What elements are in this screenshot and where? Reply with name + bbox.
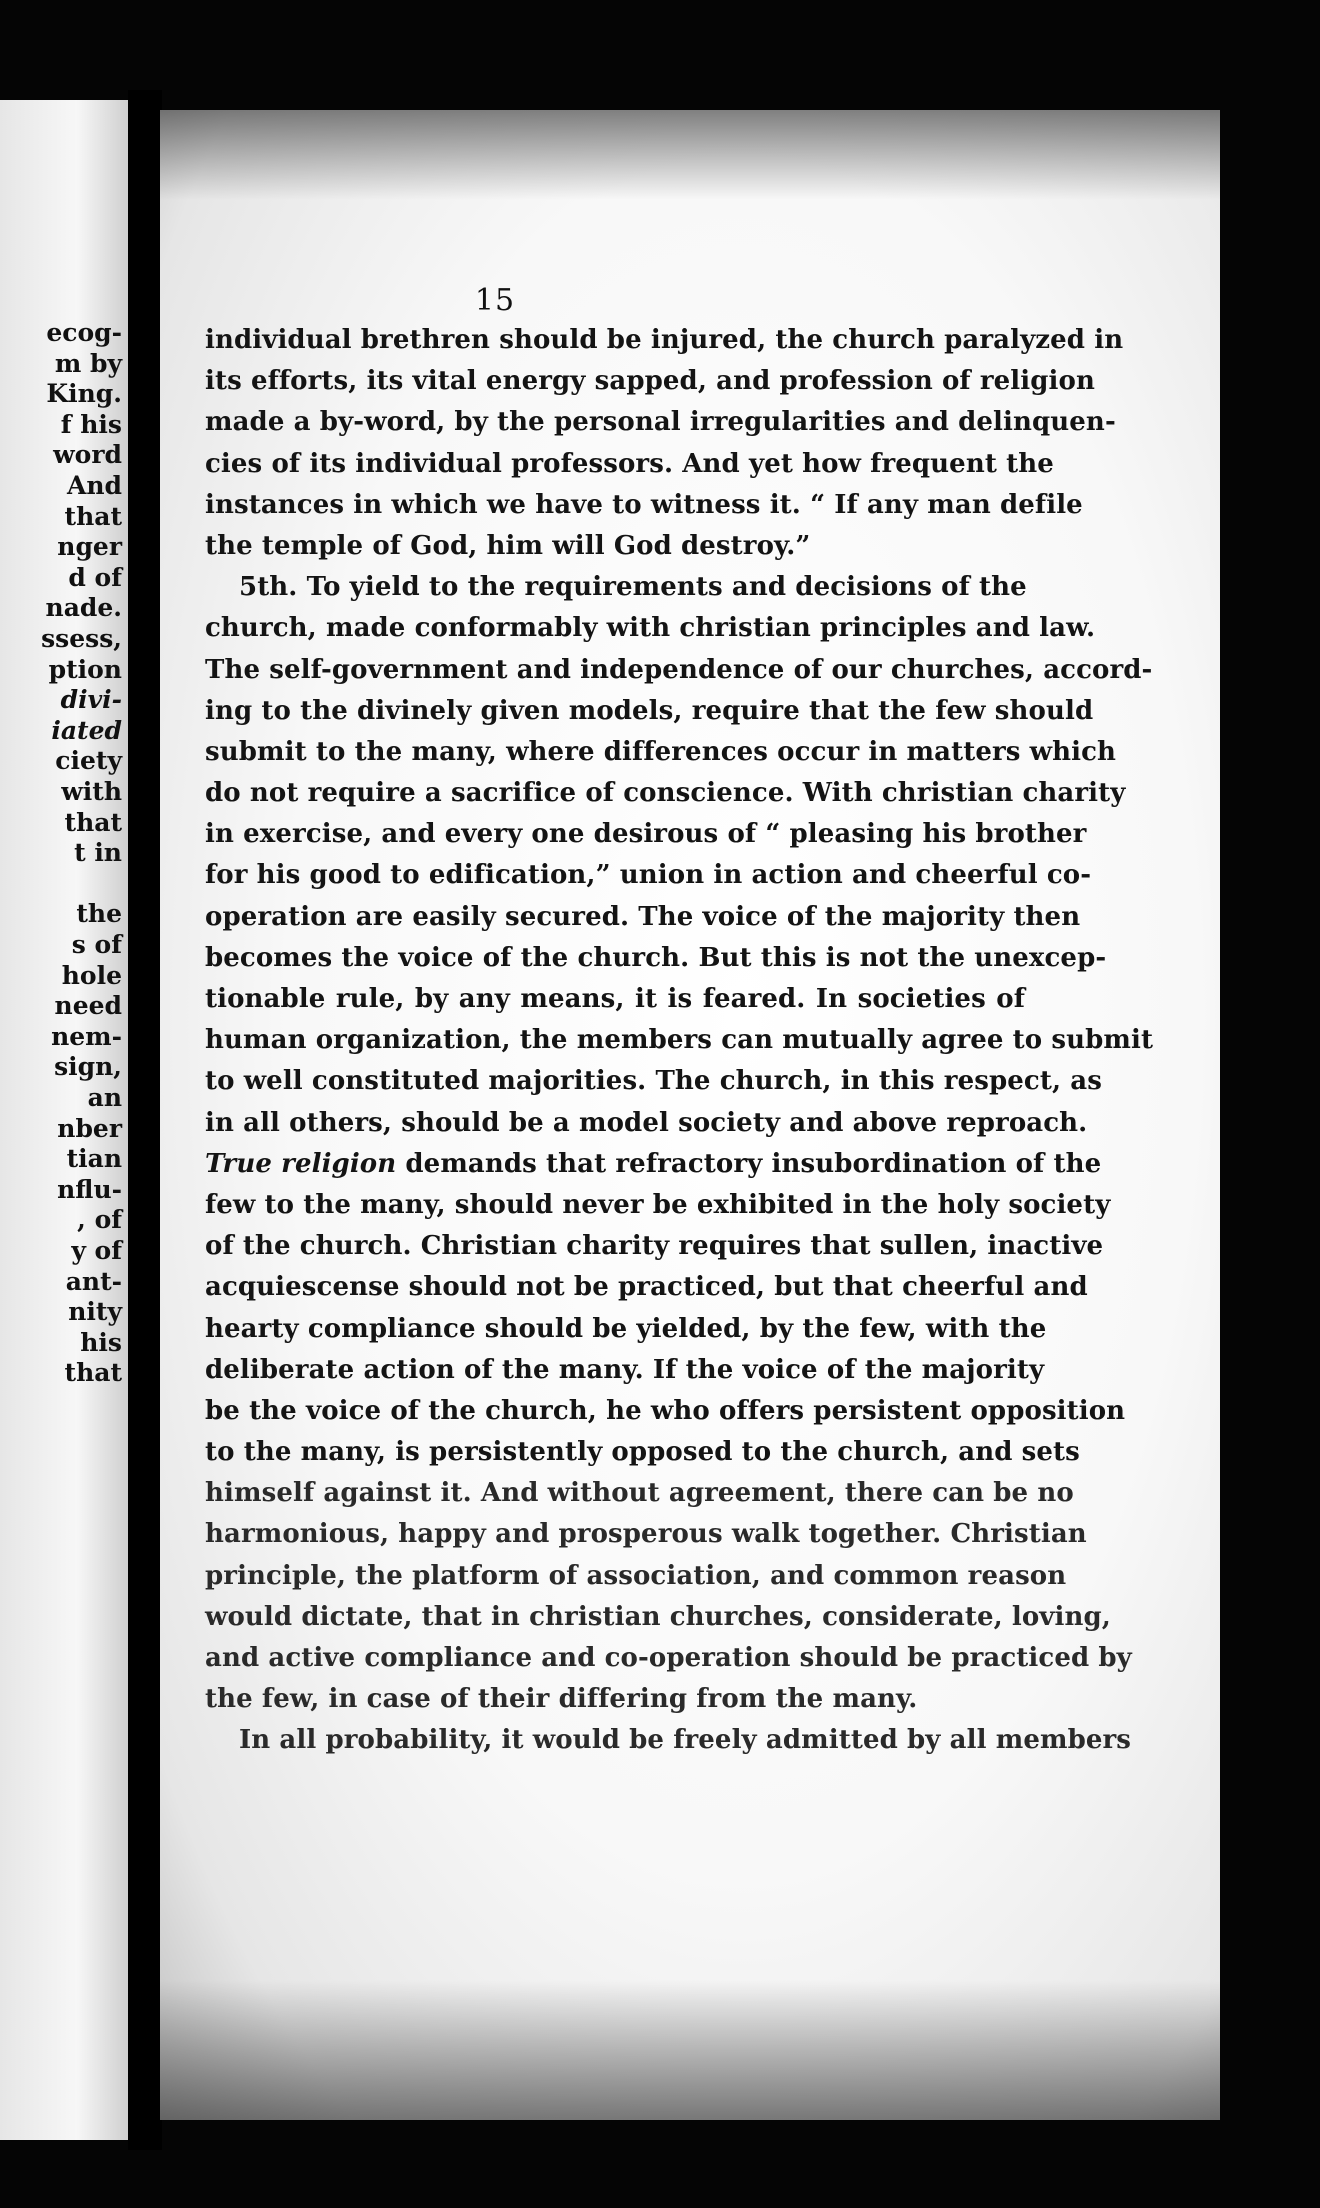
body-text-line: tionable rule, by any means, it is feared. In societies of bbox=[205, 984, 1025, 1014]
left-page-fragment: hole bbox=[61, 960, 122, 990]
left-page-fragment: tian bbox=[66, 1144, 122, 1174]
body-text-line: in exercise, and every one desirous of “ pleasing his brother bbox=[205, 819, 1087, 850]
body-text-line: The self-government and independence of our churches, accord- bbox=[205, 654, 1153, 685]
body-text-line: church, made conformably with christian principles and law. bbox=[205, 613, 1096, 644]
left-page-fragment: nber bbox=[57, 1113, 122, 1143]
line-remainder: demands that refractory insubordination of the bbox=[396, 1148, 1102, 1179]
body-text-line: for his good to edification,” union in action and cheerful co- bbox=[205, 860, 1092, 891]
left-page-fragment: nade. bbox=[45, 593, 122, 623]
left-page-fragment: his bbox=[80, 1327, 122, 1357]
left-page-fragment: nflu- bbox=[57, 1174, 122, 1204]
body-text-line: acquiescense should not be practiced, but that cheerful and bbox=[205, 1272, 1088, 1303]
left-page-fragment: t in bbox=[74, 838, 122, 868]
body-text-line: its efforts, its vital energy sapped, and profession of religion bbox=[205, 366, 1095, 397]
page-bottom-shadow bbox=[160, 1980, 1220, 2120]
body-text-line: deliberate action of the many. If the voice of the majority bbox=[205, 1354, 1045, 1385]
body-text-line: to the many, is persistently opposed to the church, and sets bbox=[205, 1437, 1080, 1468]
page-top-shadow bbox=[160, 110, 1220, 200]
body-text-line: In all probability, it would be freely admitted by all members bbox=[239, 1725, 1132, 1756]
page-number: 15 bbox=[474, 283, 516, 318]
body-text-line: becomes the voice of the church. But this is not the unexcep- bbox=[205, 942, 1107, 973]
body-text-line: human organization, the members can mutually agree to submit bbox=[205, 1025, 1154, 1056]
body-text-line: himself against it. And without agreement, there can be no bbox=[205, 1478, 1074, 1509]
body-text-line: to well constituted majorities. The church, in this respect, as bbox=[205, 1066, 1102, 1097]
left-page-fragment: sign, bbox=[54, 1052, 122, 1082]
body-text-line: would dictate, that in christian churches, considerate, loving, bbox=[205, 1601, 1111, 1632]
left-page-fragment: ant- bbox=[65, 1266, 122, 1296]
body-text-line: operation are easily secured. The voice of the majority then bbox=[205, 901, 1081, 932]
book-gutter bbox=[128, 90, 162, 2150]
left-page-fragment: with bbox=[61, 777, 122, 806]
left-page-fragment: m by bbox=[54, 348, 122, 378]
body-text-line: individual brethren should be injured, the church paralyzed in bbox=[205, 325, 1124, 355]
body-text-line: be the voice of the church, he who offers persistent opposition bbox=[205, 1395, 1126, 1426]
body-text-line: submit to the many, where differences occur in matters which bbox=[205, 736, 1117, 767]
left-page-fragment: need bbox=[54, 991, 122, 1021]
body-text-line: made a by-word, by the personal irregularities and delinquen- bbox=[205, 407, 1116, 438]
left-page-fragment: King. bbox=[46, 379, 122, 409]
body-text-line: hearty compliance should be yielded, by the few, with the bbox=[205, 1313, 1047, 1344]
left-page-fragment: d of bbox=[68, 562, 122, 592]
italic-phrase: True religion bbox=[205, 1148, 397, 1179]
body-text-line: few to the many, should never be exhibited in the holy society bbox=[205, 1189, 1111, 1220]
body-text-line bbox=[205, 1144, 1102, 1185]
left-page-fragment: that bbox=[64, 1358, 122, 1388]
body-text-line: cies of its individual professors. And yet how frequent the bbox=[205, 448, 1054, 479]
left-page-fragment: nger bbox=[57, 532, 122, 562]
body-text-line: principle, the platform of association, and common reason bbox=[205, 1560, 1067, 1591]
previous-page-edge bbox=[0, 100, 128, 2140]
left-page-fragment: y of bbox=[71, 1236, 122, 1265]
body-text-line: the few, in case of their differing from the many. bbox=[205, 1684, 918, 1715]
left-page-fragment: ecog- bbox=[46, 318, 122, 347]
body-text-line: the temple of God, him will God destroy.” bbox=[205, 530, 811, 561]
left-page-fragment: that bbox=[64, 501, 122, 531]
left-page-fragment: divi- bbox=[60, 685, 122, 715]
body-text-line: of the church. Christian charity requires that sullen, inactive bbox=[205, 1231, 1104, 1262]
left-page-fragment: iated bbox=[51, 715, 122, 745]
left-page-fragment: the bbox=[76, 899, 122, 929]
left-page-fragment: s of bbox=[71, 930, 122, 959]
body-text-line: 5th. To yield to the requirements and decisions of the bbox=[239, 572, 1027, 603]
left-page-fragment: word bbox=[53, 440, 122, 470]
page-body-text bbox=[205, 320, 1154, 1762]
body-text-line: and active compliance and co-operation should be practiced by bbox=[205, 1643, 1132, 1673]
body-text-line: do not require a sacrifice of conscience. With christian charity bbox=[205, 778, 1126, 809]
body-text-line: in all others, should be a model society and above reproach. bbox=[205, 1107, 1088, 1138]
left-page-fragment: that bbox=[64, 807, 122, 837]
left-page-fragment: f his bbox=[60, 409, 122, 439]
left-page-fragment: ciety bbox=[55, 746, 122, 776]
left-page-fragment: And bbox=[66, 471, 122, 500]
body-text-line: harmonious, happy and prosperous walk together. Christian bbox=[205, 1519, 1087, 1550]
left-page-fragment: ption bbox=[48, 654, 122, 684]
left-page-fragment: nity bbox=[68, 1297, 122, 1327]
left-page-fragment: nem- bbox=[51, 1021, 122, 1051]
left-page-fragment: an bbox=[87, 1083, 122, 1112]
body-text-line: instances in which we have to witness it. “ If any man defile bbox=[205, 489, 1083, 520]
left-page-fragment: , of bbox=[77, 1205, 122, 1235]
left-page-fragment: ssess, bbox=[41, 624, 122, 653]
body-text-line: ing to the divinely given models, require that the few should bbox=[205, 695, 1094, 726]
